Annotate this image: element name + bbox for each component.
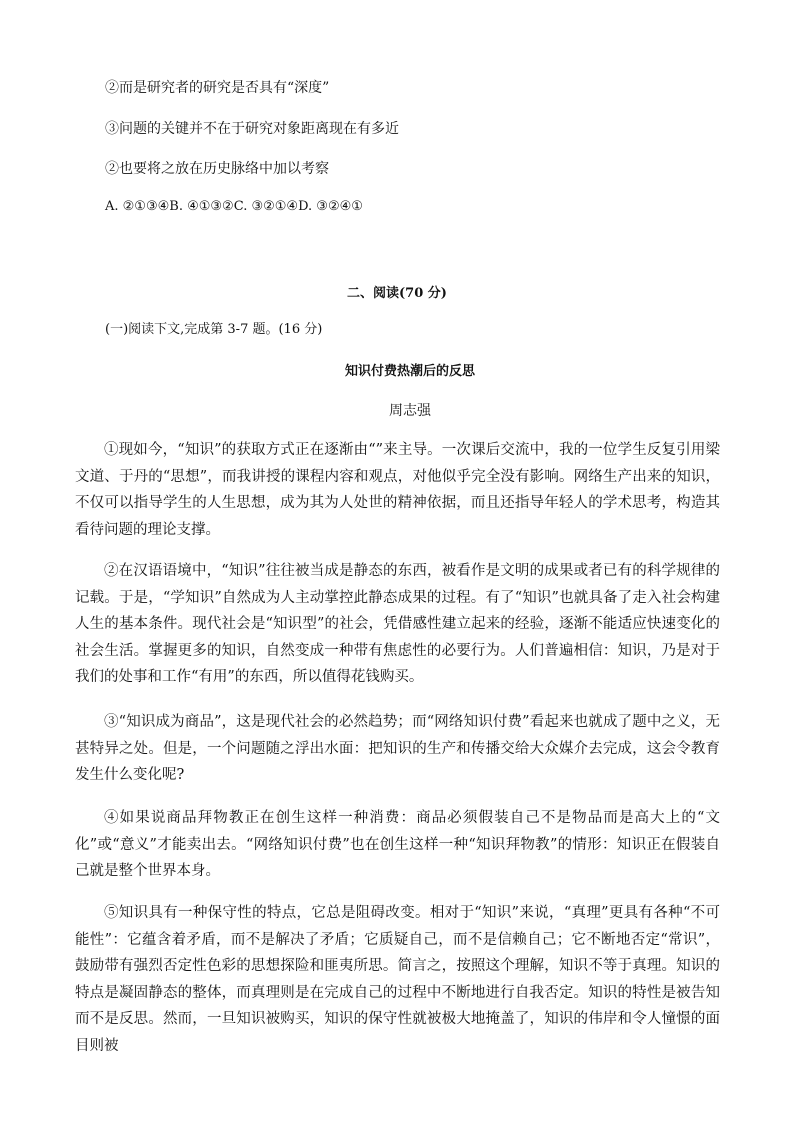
question-line-2: ③问题的关键并不在于研究对象距离现在有多近 <box>105 121 399 137</box>
answer-options: A. ②①③④B. ④①③②C. ③②①④D. ③②④① <box>105 199 363 214</box>
article-paragraph-5: ⑤知识具有一种保守性的特点，它总是阻碍改变。相对于“知识”来说，“真理”更具有各种“不可能性”：它蕴含着矛盾，而不是解决了矛盾；它质疑自己，而不是信赖自己；它不断地否定“常识”，鼓励带有强烈否定性色彩的思想探险和匪夷所思。简言之，按照这个理解，知识不等于真理。知识的特点是凝固静态的整体，而真理则是在完成自己的过程中不断地进行自我否定。知识的特性是被告知而不是反思。然而，一旦知识被购买，知识的保守性就被极大地掩盖了，知识的伟岸和令人憧憬的面目则被 <box>75 905 720 1054</box>
article-author: 周志强 <box>389 403 431 419</box>
question-line-3: ②也要将之放在历史脉络中加以考察 <box>105 161 329 177</box>
article-paragraph-1: ①现如今，“知识”的获取方式正在逐渐由“”来主导。一次课后交流中，我的一位学生反复引用梁文道、于丹的“思想”，而我讲授的课程内容和观点，对他似乎完全没有影响。网络生产出来的知识，不仅可以指导学生的人生思想，成为其为人处世的精神依据，而且还指导年轻人的学术思考，构造其看待问题的理论支撑。 <box>75 442 720 538</box>
article-paragraph-3: ③“知识成为商品”，这是现代社会的必然趋势；而“网络知识付费”看起来也就成了题中之义，无甚特异之处。但是，一个问题随之浮出水面：把知识的生产和传播交给大众媒介去完成，这会令教育发生什么变化呢? <box>75 714 720 783</box>
question-line-1: ②而是研究者的研究是否具有“深度” <box>105 80 330 96</box>
article-paragraph-4: ④如果说商品拜物教正在创生这样一种消费：商品必须假装自己不是物品而是高大上的“文化”或“意义”才能卖出去。“网络知识付费”也在创生这样一种“知识拜物教”的情形：知识正在假装自己就是整个世界本身。 <box>75 810 720 879</box>
article-paragraph-2: ②在汉语语境中，“知识”往往被当成是静态的东西，被看作是文明的成果或者已有的科学规律的记载。于是，“学知识”自然成为人主动掌控此静态成果的过程。有了“知识”也就具备了走入社会构建人生的基本条件。现代社会是“知识型”的社会，凭借感性建立起来的经验，逐渐不能适应快速变化的社会生活。掌握更多的知识，自然变成一种带有焦虑性的必要行为。人们普遍相信：知识，乃是对于我们的处事和工作“有用”的东西，所以值得花钱购买。 <box>75 563 720 685</box>
section-intro: (一)阅读下文,完成第 3-7 题。(16 分) <box>105 322 323 337</box>
section-title: 二、阅读(70 分) <box>347 286 447 301</box>
article-title: 知识付费热潮后的反思 <box>344 364 475 379</box>
